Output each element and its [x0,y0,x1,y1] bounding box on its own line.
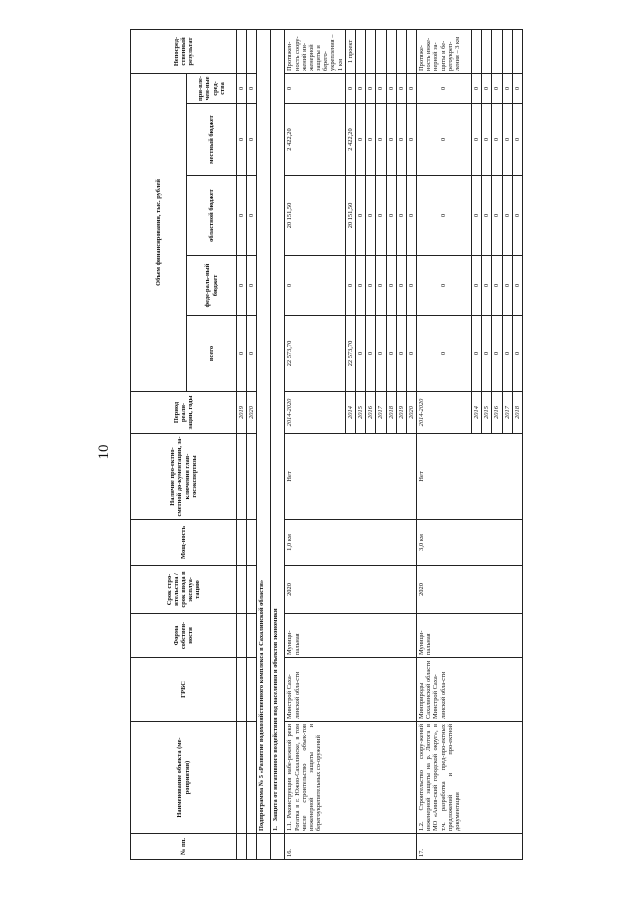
federal-cell: 0 [237,256,247,316]
regional-cell: 20 151,50 [285,176,345,256]
section-title [271,29,285,833]
regional-cell: 0 [386,176,396,256]
federal-cell: 0 [355,256,365,316]
local-cell: 2 422,20 [285,104,345,176]
year-cell: 2020 [406,392,416,434]
local-cell: 0 [355,104,365,176]
local-cell: 0 [386,104,396,176]
other-cell: 0 [512,73,522,103]
col-name-header: Наименование объекта (ме-роприятия) [131,722,237,834]
year-cell: 2016 [492,392,502,434]
col-num-header: № пп. [131,834,237,860]
local-cell: 0 [406,104,416,176]
item-grbs: Минприроды Сахалинской области Минстрой Саха-линской обла-сти [417,658,523,722]
regional-cell: 20 151,50 [345,176,355,256]
col-total-header: всего [187,316,237,392]
col-local-header: местный бюджет [187,104,237,176]
total-cell: 0 [512,316,522,392]
item-form: Муници-пальная [417,614,523,658]
year-cell: 2019 [237,392,247,434]
other-cell: 0 [345,73,355,103]
item-grbs: Минстрой Саха-линской обла-сти [285,658,417,722]
regional-cell: 0 [417,176,472,256]
local-cell: 0 [482,104,492,176]
result-cell: Протяжен-ность соору-жений ин-женерной защиты и берего-укрепления – 1 км [285,29,345,73]
other-cell: 0 [472,73,482,103]
col-regional-header: областной бюджет [187,176,237,256]
col-federal-header: феде-раль-ный бюджет [187,256,237,316]
regional-cell: 0 [482,176,492,256]
other-cell: 0 [396,73,406,103]
federal-cell: 0 [512,256,522,316]
subprogram-row [257,29,271,859]
local-cell: 0 [492,104,502,176]
total-cell: 0 [366,316,376,392]
other-cell: 0 [376,73,386,103]
federal-cell: 0 [345,256,355,316]
local-cell: 0 [502,104,512,176]
col-term-header: Срок стро-ительства / срок ввода в эксплуа-тацию [131,566,237,614]
total-cell: 22 573,70 [345,316,355,392]
rotated-table-sheet [130,30,590,860]
year-cell: 2014-2020 [285,392,345,434]
total-cell: 0 [406,316,416,392]
result-cell: 1 проект [345,29,355,73]
other-cell: 0 [417,73,472,103]
local-cell: 0 [472,104,482,176]
table-row [285,29,345,859]
section-row [271,29,285,859]
col-power-header: Мощ-ность [131,520,237,566]
local-cell: 0 [396,104,406,176]
total-cell: 0 [386,316,396,392]
other-cell: 0 [285,73,345,103]
local-cell: 0 [512,104,522,176]
year-cell: 2016 [366,392,376,434]
col-grbs-header: ГРБС [131,658,237,722]
federal-cell: 0 [406,256,416,316]
federal-cell: 0 [247,256,257,316]
other-cell: 0 [247,73,257,103]
year-cell: 2014-2020 [417,392,472,434]
total-cell: 0 [472,316,482,392]
item-form: Муници-пальная [285,614,417,658]
header-row-1 [131,29,187,859]
regional-cell: 0 [355,176,365,256]
federal-cell: 0 [482,256,492,316]
table-row [417,29,472,859]
regional-cell: 0 [366,176,376,256]
col-psd-header: Наличие про-ектно-сметной до-кументации, за-ключения глав-госэкспертизы [131,434,237,520]
other-cell: 0 [366,73,376,103]
local-cell: 0 [366,104,376,176]
regional-cell: 0 [472,176,482,256]
item-number: 16. [285,834,417,860]
col-period-header: Период реали-зации, годы [131,392,237,434]
total-cell: 0 [492,316,502,392]
total-cell: 0 [482,316,492,392]
regional-cell: 0 [502,176,512,256]
section-title-text: Защита от негативного воздействия вод населения и объектов экономики [272,608,280,822]
federal-cell: 0 [366,256,376,316]
item-term: 2020 [285,566,417,614]
item-number: 17. [417,834,523,860]
total-cell: 0 [502,316,512,392]
federal-cell: 0 [502,256,512,316]
federal-cell: 0 [472,256,482,316]
item-power: 3,0 км [417,520,523,566]
federal-cell: 0 [492,256,502,316]
item-name: 1.2. Строительство соору-жений инженерной защиты на р. Лютога в МО «Анив-ский городской округ», в т.ч. разработка пред-про-ектных предложений и про-ектной документации [417,722,523,834]
item-power: 1,0 км [285,520,417,566]
other-cell: 0 [355,73,365,103]
federal-cell: 0 [285,256,345,316]
total-cell: 0 [417,316,472,392]
other-cell: 0 [406,73,416,103]
local-cell: 0 [247,104,257,176]
funding-table [130,29,523,860]
other-cell: 0 [482,73,492,103]
page-number: 10 [96,444,112,460]
section-number: 1. [272,826,280,831]
top-row-2019 [237,29,247,859]
year-cell: 2017 [502,392,512,434]
total-cell: 0 [396,316,406,392]
federal-cell: 0 [417,256,472,316]
regional-cell: 0 [406,176,416,256]
regional-cell: 0 [512,176,522,256]
regional-cell: 0 [376,176,386,256]
regional-cell: 0 [247,176,257,256]
year-cell: 2019 [396,392,406,434]
top-row-2020 [247,29,257,859]
year-cell: 2015 [482,392,492,434]
year-cell: 2018 [386,392,396,434]
col-form-header: Форма собствен-ности [131,614,237,658]
total-cell: 0 [237,316,247,392]
total-cell: 22 573,70 [285,316,345,392]
federal-cell: 0 [396,256,406,316]
other-cell: 0 [386,73,396,103]
year-cell: 2017 [376,392,386,434]
regional-cell: 0 [237,176,247,256]
col-other-header: при-вле-чен-ные сред-ства [187,73,237,103]
item-psd: Нет [417,434,523,520]
total-cell: 0 [376,316,386,392]
year-cell: 2014 [345,392,355,434]
result-cell: Протяже-ность инже-нерной за-щиты и бе-регоукреп-ления – 3 км [417,29,472,73]
local-cell: 0 [417,104,472,176]
other-cell: 0 [237,73,247,103]
federal-cell: 0 [376,256,386,316]
item-term: 2020 [417,566,523,614]
local-cell: 0 [237,104,247,176]
item-psd: Нет [285,434,417,520]
year-cell: 2018 [512,392,522,434]
year-cell: 2014 [472,392,482,434]
item-name: 1.1. Реконструкция набе-режной реки Рогатка в г. Южно-Сахалинске, в том числе строительство объек-тов инженерной защиты и берегоукрепительных со-оружений [285,722,417,834]
other-cell: 0 [502,73,512,103]
local-cell: 2 422,20 [345,104,355,176]
total-cell: 0 [247,316,257,392]
year-cell: 2020 [247,392,257,434]
federal-cell: 0 [386,256,396,316]
other-cell: 0 [492,73,502,103]
subprogram-title: Подпрограмма № 5 «Развитие водохозяйственного комплекса в Сахалинской области» [257,29,271,833]
col-funding-header: Объем финансирования, тыс. рублей [131,73,187,391]
regional-cell: 0 [396,176,406,256]
local-cell: 0 [376,104,386,176]
year-cell: 2015 [355,392,365,434]
regional-cell: 0 [492,176,502,256]
total-cell: 0 [355,316,365,392]
col-result-header: Непосред-ственный результат [131,29,237,73]
